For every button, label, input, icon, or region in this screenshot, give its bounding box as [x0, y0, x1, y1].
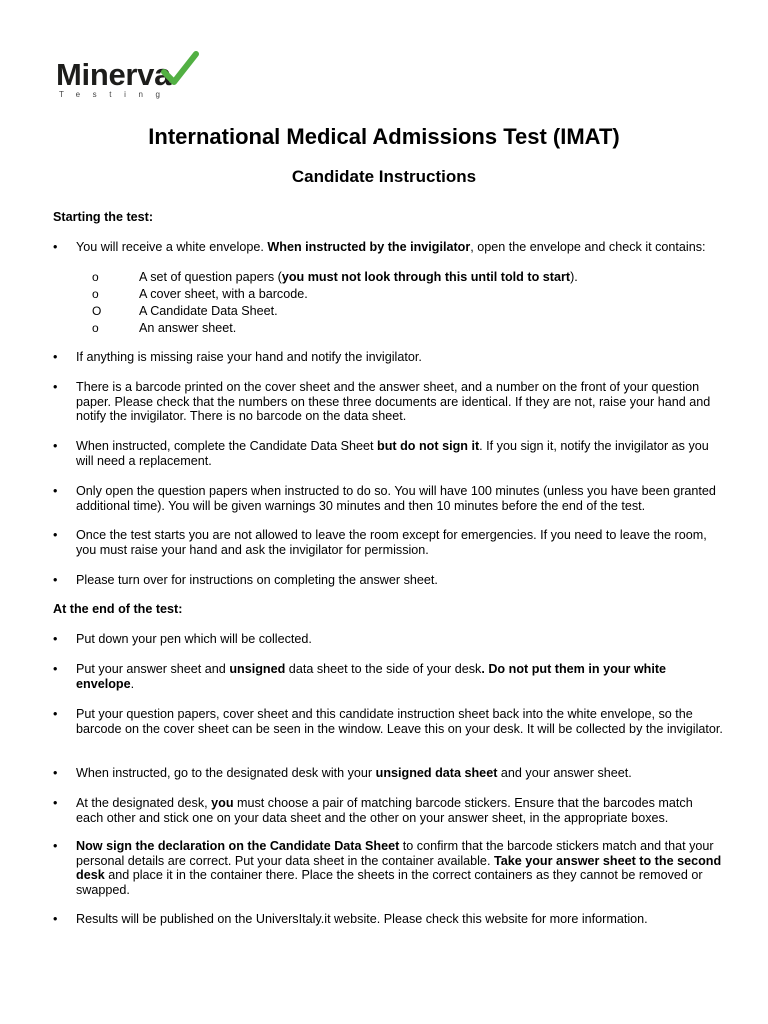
list-item-text: If anything is missing raise your hand and notify the invigilator. [76, 350, 422, 364]
list-item-text: Results will be published on the UniversItaly.it website. Please check this website for more information. [76, 912, 648, 926]
list-item-text: Put your answer sheet and unsigned data sheet to the side of your desk. Do not put them in your white envelope. [76, 662, 667, 691]
bullet-marker: • [53, 662, 58, 676]
sub-bullet-marker: o [92, 287, 99, 301]
list-item [53, 380, 723, 424]
list-item [53, 350, 723, 365]
page-title: International Medical Admissions Test (IMAT) [148, 124, 620, 149]
bullet-marker: • [53, 439, 58, 453]
bullet-marker: • [53, 632, 58, 646]
list-item-text: Only open the question papers when instructed to do so. You will have 100 minutes (unless you have been granted additional time). You will be given warnings 30 minutes and then 10 minutes before the end of the test. [76, 484, 716, 513]
sub-list-item [92, 270, 692, 285]
bullet-marker: • [53, 839, 58, 853]
sub-bullet-marker: O [92, 304, 102, 318]
list-item [53, 839, 723, 897]
bullet-marker: • [53, 528, 58, 542]
bullet-marker: • [53, 573, 58, 587]
bullet-marker: • [53, 350, 58, 364]
list-item [53, 796, 723, 825]
checkmark-icon [160, 50, 200, 90]
sub-list-item [92, 321, 692, 336]
list-item-text: There is a barcode printed on the cover sheet and the answer sheet, and a number on the front of your question paper. Please check that the numbers on these three documents are identical. If they are not, raise your hand and notify the invigilator. There is no barcode on the data sheet. [76, 380, 711, 424]
bullet-marker: • [53, 484, 58, 498]
list-item-text: Put your question papers, cover sheet and this candidate instruction sheet back into the white envelope, so the barcode on the cover sheet can be seen in the window. Leave this on your desk. It will be collected by the invigilator. [76, 707, 723, 736]
sub-list-item-text: An answer sheet. [139, 321, 237, 335]
bullet-marker: • [53, 240, 58, 254]
list-item-text: Once the test starts you are not allowed to leave the room except for emergencies. If you need to leave the room, you must raise your hand and ask the invigilator for permission. [76, 528, 707, 557]
list-item-text: At the designated desk, you must choose a pair of matching barcode stickers. Ensure that the barcodes match each other and stick one on your data sheet and the other on your answer sheet, in the appropriate boxes. [76, 796, 693, 825]
list-item [53, 573, 723, 588]
sub-list-item-text: A cover sheet, with a barcode. [139, 287, 308, 301]
section-heading-start: Starting the test: [53, 210, 154, 224]
sub-list-item-text: A set of question papers (you must not look through this until told to start). [139, 270, 578, 284]
list-item [53, 528, 723, 557]
list-item [53, 766, 723, 781]
bullet-marker: • [53, 766, 58, 780]
list-item [53, 484, 723, 513]
list-item [53, 707, 723, 736]
list-item [53, 240, 723, 255]
list-item-text: Please turn over for instructions on completing the answer sheet. [76, 573, 438, 587]
list-item-text: You will receive a white envelope. When instructed by the invigilator, open the envelope and check it contains: [76, 240, 706, 254]
bullet-marker: • [53, 380, 58, 394]
list-item-text: Now sign the declaration on the Candidate Data Sheet to confirm that the barcode stickers match and that your personal details are correct. Put your data sheet in the container available. Take your answer sheet to the second desk and place it in the container there. Place the sheets in the correct containers as they cannot be removed or swapped. [76, 839, 722, 897]
sub-bullet-marker: o [92, 270, 99, 284]
list-item-text: Put down your pen which will be collected. [76, 632, 312, 646]
section-heading-end: At the end of the test: [53, 602, 183, 616]
list-item [53, 439, 723, 468]
sub-list-item [92, 287, 692, 302]
sub-list-item-text: A Candidate Data Sheet. [139, 304, 278, 318]
logo-wordmark: Minerva [56, 57, 172, 92]
sub-bullet-marker: o [92, 321, 99, 335]
bullet-marker: • [53, 707, 58, 721]
logo-tagline: Testing [59, 90, 173, 99]
list-item-text: When instructed, complete the Candidate Data Sheet but do not sign it. If you sign it, notify the invigilator as you will need a replacement. [76, 439, 709, 468]
list-item [53, 912, 723, 927]
sub-list-item [92, 304, 692, 319]
bullet-marker: • [53, 912, 58, 926]
page-subtitle: Candidate Instructions [291, 167, 477, 186]
list-item [53, 662, 723, 691]
bullet-marker: • [53, 796, 58, 810]
list-item [53, 632, 723, 647]
list-item-text: When instructed, go to the designated desk with your unsigned data sheet and your answer sheet. [76, 766, 632, 780]
